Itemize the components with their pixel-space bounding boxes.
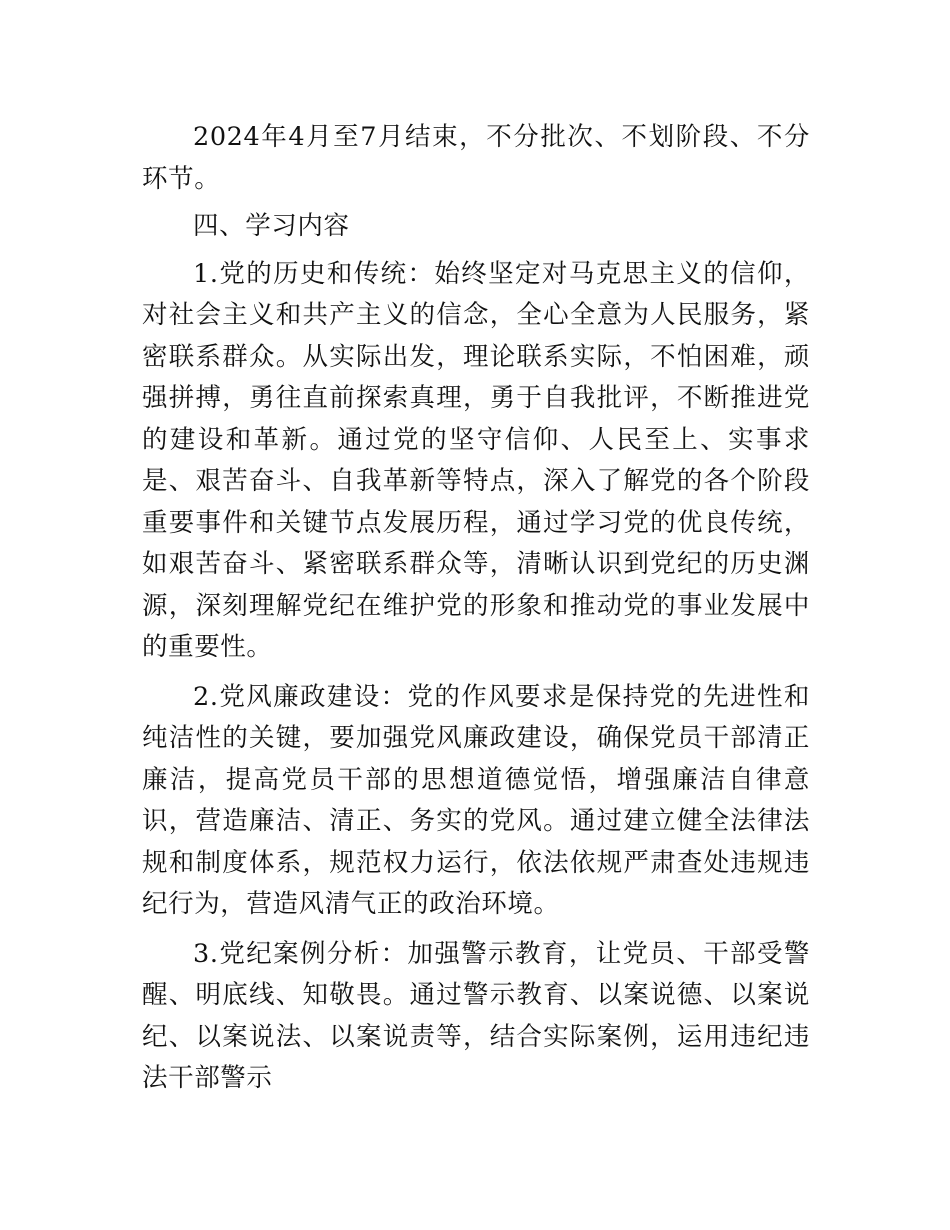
paragraph-timeline: 2024年4月至7月结束，不分批次、不划阶段、不分环节。 [142,122,810,194]
paragraph-party-history: 1.党的历史和传统：始终坚定对马克思主义的信仰，对社会主义和共产主义的信念，全心全意为人民服务，紧密联系群众。从实际出发，理论联系实际，不怕困难，顽强拼搏，勇往直前探索真理，勇于自我批评，不断推进党的建设和革新。通过党的坚守信仰、人民至上、实事求是、艰苦奋斗、自我革新等特点，深入了解党的各个阶段重要事件和关键节点发展历程，通过学习党的优良传统，如艰苦奋斗、紧密联系群众等，清晰认识到党纪的历史渊源，深刻理解党纪在维护党的形象和推动党的事业发展中的重要性。 [142,258,810,662]
section-heading-study-content: 四、学习内容 [193,211,350,241]
paragraph-clean-governance: 2.党风廉政建设：党的作风要求是保持党的先进性和纯洁性的关键，要加强党风廉政建设，确保党员干部清正廉洁，提高党员干部的思想道德觉悟，增强廉洁自律意识，营造廉洁、清正、务实的党风。通过建立健全法律法规和制度体系，规范权力运行，依法依规严肃查处违规违纪行为，营造风清气正的政治环境。 [142,681,810,919]
paragraph-case-analysis: 3.党纪案例分析：加强警示教育，让党员、干部受警醒、明底线、知敬畏。通过警示教育、以案说德、以案说纪、以案说法、以案说责等，结合实际案例，运用违纪违法干部警示 [142,938,810,1093]
document-body [142,117,810,1100]
